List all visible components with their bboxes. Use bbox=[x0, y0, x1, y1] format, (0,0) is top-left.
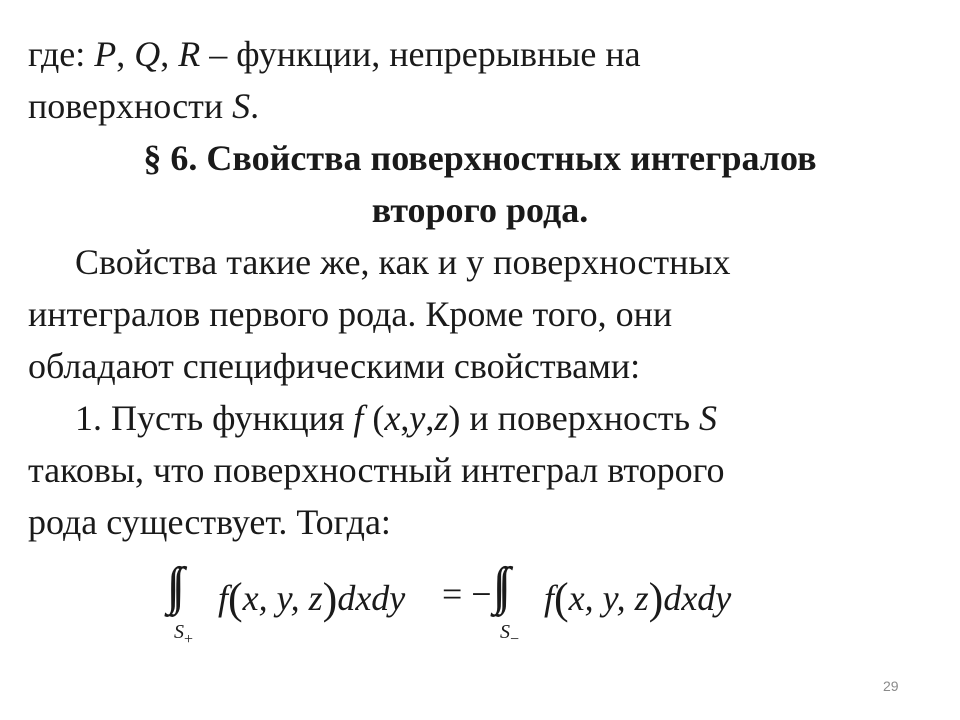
close-paren: ) bbox=[448, 398, 461, 438]
intro-line-2 bbox=[28, 86, 259, 126]
sub-sign-minus: − bbox=[510, 631, 520, 648]
paragraph-line-2: интегралов первого рода. Кроме того, они bbox=[28, 294, 673, 334]
comma: , bbox=[160, 34, 179, 74]
lhs-integrand bbox=[218, 573, 405, 624]
symbol-s: S bbox=[232, 86, 251, 126]
args: x, y, z bbox=[242, 578, 323, 618]
left-paren: ( bbox=[554, 574, 569, 623]
sub-s: S bbox=[174, 621, 184, 643]
section-heading-line-1: § 6. Свойства поверхностных интегралов bbox=[143, 138, 817, 178]
property-text: и поверхность bbox=[460, 398, 699, 438]
section-heading-line-2: второго рода. bbox=[371, 190, 589, 230]
comma: , bbox=[116, 34, 135, 74]
property-1-line-3: рода существует. Тогда: bbox=[28, 502, 391, 542]
paragraph-line-1: Свойства такие же, как и у поверхностных bbox=[75, 242, 731, 282]
formula bbox=[172, 555, 792, 665]
paragraph-line-3: обладают специфическими свойствами: bbox=[28, 346, 641, 386]
integral-subscript-lhs bbox=[174, 621, 193, 649]
symbol-p: P bbox=[94, 34, 117, 74]
sub-sign-plus: + bbox=[184, 631, 194, 648]
intro-text: где: bbox=[28, 34, 95, 74]
symbol-f: f bbox=[353, 398, 364, 438]
symbol-r: R bbox=[178, 34, 201, 74]
integral-subscript-rhs bbox=[500, 621, 519, 649]
right-paren: ) bbox=[322, 574, 338, 623]
args: x, y, z bbox=[568, 578, 649, 618]
intro-line-1 bbox=[28, 34, 641, 74]
page-number: 29 bbox=[883, 678, 899, 694]
symbol-x: x bbox=[384, 398, 401, 438]
property-1-line-1 bbox=[75, 398, 717, 438]
symbol-z: z bbox=[434, 398, 449, 438]
symbol-f: f bbox=[544, 578, 555, 618]
symbol-y: y bbox=[409, 398, 426, 438]
right-paren: ) bbox=[648, 574, 664, 623]
period: . bbox=[250, 86, 260, 126]
property-1-line-2: таковы, что поверхностный интеграл второго bbox=[28, 450, 725, 490]
sub-s: S bbox=[500, 621, 510, 643]
intro-text: поверхности bbox=[28, 86, 233, 126]
symbol-f: f bbox=[218, 578, 229, 618]
comma: , bbox=[425, 398, 435, 438]
symbol-q: Q bbox=[134, 34, 161, 74]
rhs-integrand bbox=[544, 573, 731, 624]
equals-minus: = − bbox=[442, 574, 492, 614]
property-text: 1. Пусть функция bbox=[75, 398, 354, 438]
differential: dxdy bbox=[337, 578, 406, 618]
intro-text: – функции, непрерывные на bbox=[200, 34, 641, 74]
symbol-s: S bbox=[699, 398, 717, 438]
open-paren: ( bbox=[363, 398, 385, 438]
comma: , bbox=[400, 398, 410, 438]
differential: dxdy bbox=[663, 578, 732, 618]
left-paren: ( bbox=[228, 574, 243, 623]
